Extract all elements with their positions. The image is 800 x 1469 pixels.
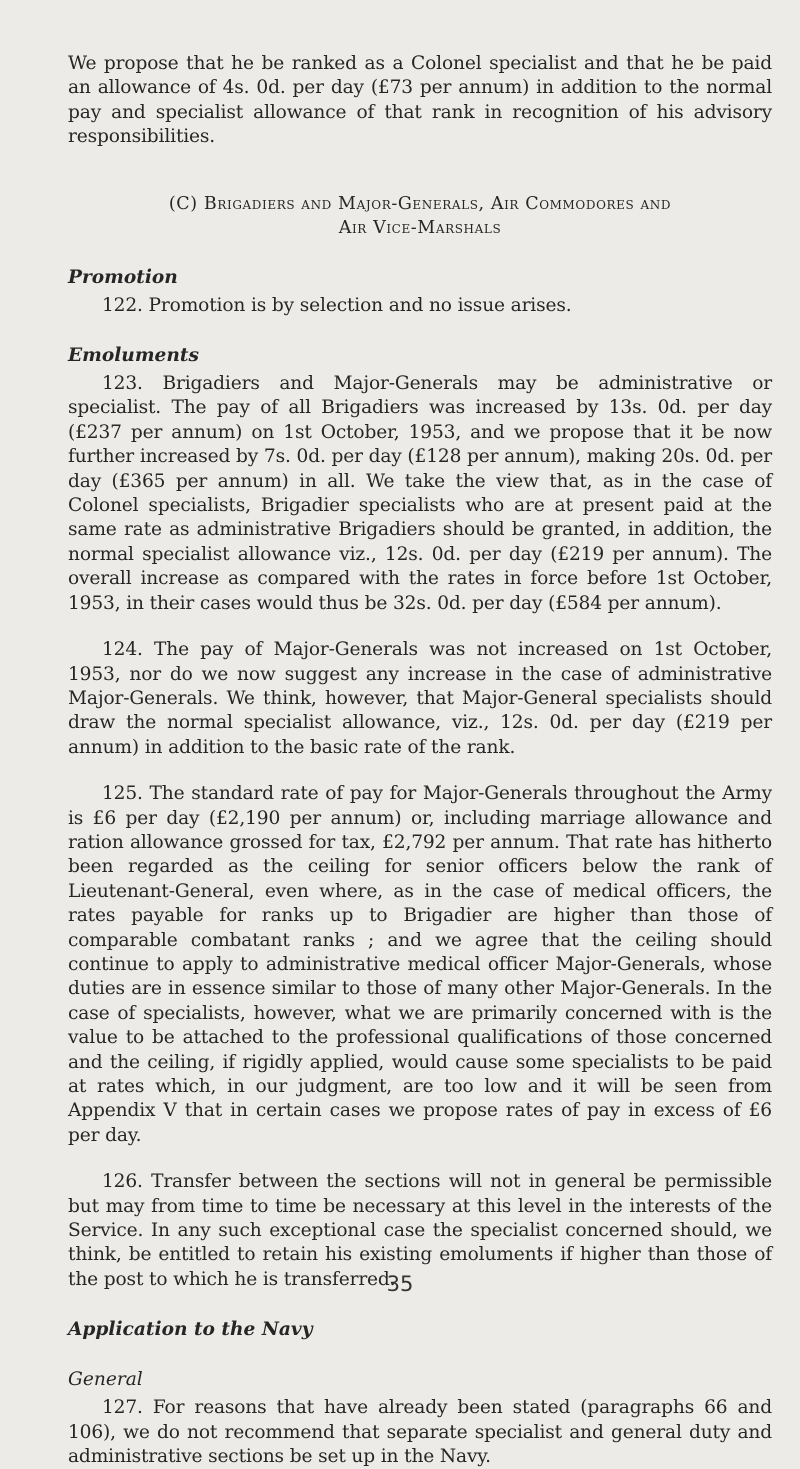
- paragraph-124: [68, 638, 772, 760]
- paragraph-127-text: 127. For reasons that have already been stated (paragraphs 66 and 106), we do not recommend that separate specialist and general duty and administrative sections be set up in the Navy.: [68, 1397, 772, 1468]
- page-number: 35: [386, 1272, 414, 1296]
- promotion-heading: Promotion: [68, 266, 178, 288]
- paragraph-124-text: 124. The pay of Major-Generals was not increased on 1st October, 1953, nor do we now suggest any increase in the case of administrative Major-Generals. We think, however, that Major-General specialists should draw the normal specialist allowance, viz., 12s. 0d. per day (£219 per annum) in addition to the basic rate of the rank.: [68, 639, 772, 758]
- intro-paragraph: We propose that he be ranked as a Colonel specialist and that he be paid an allowance of 4s. 0d. per day (£73 per annum) in addition to the normal pay and specialist allowance of that rank in recognition of his advisory responsibilities.: [68, 53, 772, 148]
- section-c-heading-line2: Air Vice-Marshals: [338, 217, 502, 238]
- section-c-heading: [68, 192, 772, 240]
- paragraph-123-text: 123. Brigadiers and Major-Generals may be administrative or specialist. The pay of all Brigadiers was increased by 13s. 0d. per day (£237 per annum) on 1st October, 1953, and we propose that it be now further increased by 7s. 0d. per day (£128 per annum), making 20s. 0d. per day (£365 per annum) in all. We take the view that, as in the case of Colonel specialists, Brigadier specialists who are at present paid at the same rate as administrative Brigadiers should be granted, in addition, the normal specialist allowance viz., 12s. 0d. per day (£219 per annum). The overall increase as compared with the rates in force before 1st October, 1953, in their cases would thus be 32s. 0d. per day (£584 per annum).: [68, 373, 772, 614]
- paragraph-125: [68, 782, 772, 1148]
- paragraph-122-text: 122. Promotion is by selection and no issue arises.: [102, 294, 572, 316]
- paragraph-127: [68, 1396, 772, 1469]
- paragraph-126-text: 126. Transfer between the sections will not in general be permissible but may from time to time be necessary at this level in the interests of the Service. In any such exceptional case the specialist concerned should, we think, be entitled to retain his existing emoluments if higher than those of the post to which he is transferred.: [68, 1171, 772, 1290]
- navy-heading: Application to the Navy: [68, 1319, 313, 1341]
- section-c-heading-line1: (C) Brigadiers and Major-Generals, Air Commodores and: [168, 193, 672, 214]
- paragraph-125-text: 125. The standard rate of pay for Major-Generals throughout the Army is £6 per day (£2,190 per annum) or, including marriage allowance and ration allowance grossed for tax, £2,792 per annum. That rate has hitherto been regarded as the ceiling for senior officers below the rank of Lieutenant-General, even where, as in the case of medical officers, the rates payable for ranks up to Brigadier are higher than those of comparable combatant ranks ; and we agree that the ceiling should continue to apply to administrative medical officer Major-Generals, whose duties are in essence similar to those of many other Major-Generals. In the case of specialists, however, what we are primarily concerned with is the value to be attached to the professional qualifications of those concerned and the ceiling, if rigidly applied, would cause some specialists to be paid at rates which, in our judgment, are too low and it will be seen from Appendix V that in certain cases we propose rates of pay in excess of £6 per day.: [68, 783, 772, 1146]
- emoluments-heading: Emoluments: [68, 345, 199, 367]
- general-heading: General: [68, 1369, 143, 1391]
- paragraph-122: [68, 294, 772, 318]
- paragraph-123: [68, 372, 772, 616]
